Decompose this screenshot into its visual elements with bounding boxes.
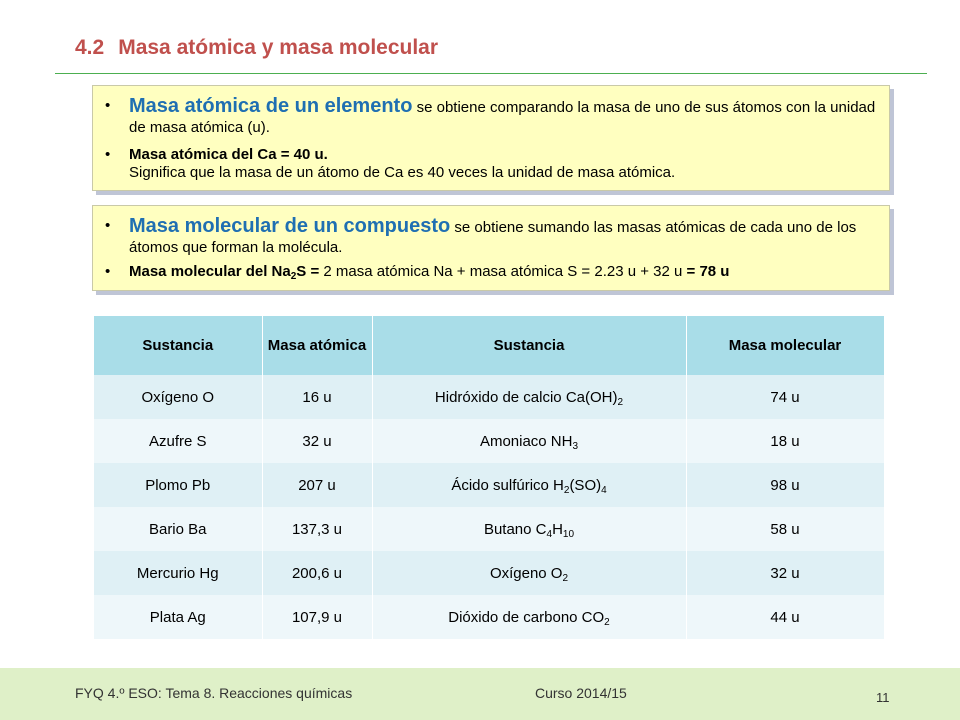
title-text: Masa atómica y masa molecular [118, 36, 439, 59]
molecular-mass-cell: 58 u [686, 507, 884, 551]
compound-cell: Ácido sulfúrico $H_2(SO)_4$ [372, 463, 686, 507]
molecular-mass-cell: 98 u [686, 463, 884, 507]
compound-cell: Oxígeno $O_2$ [372, 551, 686, 595]
atomic-mass-cell: 207 u [262, 463, 372, 507]
atomic-mass-cell: 107,9 u [262, 595, 372, 639]
molecular-example-formula-end: S = [296, 263, 324, 280]
atomic-mass-cell: 137,3 u [262, 507, 372, 551]
compound-cell: Hidróxido de calcio $Ca(OH)_2$ [372, 375, 686, 419]
compound-cell: Dióxido de carbono $CO_2$ [372, 595, 686, 639]
atomic-mass-cell: 32 u [262, 419, 372, 463]
molecular-mass-box [92, 205, 890, 291]
table-row [94, 551, 884, 595]
table-row [94, 507, 884, 551]
table-row [94, 419, 884, 463]
header-substance: Sustancia [94, 316, 262, 375]
atomic-mass-cell: 16 u [262, 375, 372, 419]
slide-title [75, 36, 438, 60]
atomic-mass-explanation: Significa que la masa de un átomo de Ca es 40 veces la unidad de masa atómica. [129, 164, 676, 181]
molecular-example-calculation: 2 masa atómica Na + masa atómica S = 2.23 u + 32 u [323, 263, 687, 280]
molecular-mass-cell: 44 u [686, 595, 884, 639]
title-divider [55, 73, 927, 74]
atomic-mass-cell: 200,6 u [262, 551, 372, 595]
bullet-icon: • [105, 263, 111, 280]
element-cell: Oxígeno O [94, 375, 262, 419]
footer-course: FYQ 4.º ESO: Tema 8. Reacciones químicas [75, 685, 353, 701]
mass-table [94, 316, 885, 639]
table-row [94, 595, 884, 639]
compound-cell: Butano $C_4H_{10}$ [372, 507, 686, 551]
atomic-mass-definition: se obtiene comparando la masa de uno de sus átomos con la unidad de masa atómica (u). [129, 99, 876, 136]
element-cell: Azufre S [94, 419, 262, 463]
element-cell: Plata Ag [94, 595, 262, 639]
bullet-molecular-definition [105, 214, 879, 257]
atomic-mass-example: Masa atómica del Ca = 40 u. [129, 146, 328, 163]
molecular-mass-heading: Masa molecular de un compuesto [129, 215, 451, 237]
atomic-mass-heading: Masa atómica de un elemento [129, 95, 413, 117]
bullet-atomic-example [105, 146, 879, 182]
element-cell: Bario Ba [94, 507, 262, 551]
header-atomic-mass: Masa atómica [262, 316, 372, 375]
footer-year: Curso 2014/15 [535, 685, 627, 701]
atomic-mass-box [92, 85, 890, 191]
table-row [94, 375, 884, 419]
bullet-icon: • [105, 217, 111, 234]
header-molecular-mass: Masa molecular [686, 316, 884, 375]
section-number: 4.2 [75, 36, 105, 59]
bullet-icon: • [105, 146, 111, 163]
molecular-mass-definition: se obtiene sumando las masas atómicas de cada uno de los átomos que forman la molécula. [129, 219, 857, 256]
element-cell: Mercurio Hg [94, 551, 262, 595]
molecular-mass-cell: 32 u [686, 551, 884, 595]
bullet-icon: • [105, 97, 111, 114]
bullet-molecular-example [105, 263, 879, 281]
page-number: 11 [876, 690, 890, 705]
header-substance-2: Sustancia [372, 316, 686, 375]
molecular-mass-cell: 74 u [686, 375, 884, 419]
bullet-atomic-definition [105, 94, 879, 137]
element-cell: Plomo Pb [94, 463, 262, 507]
table-header-row [94, 316, 884, 375]
molecular-mass-cell: 18 u [686, 419, 884, 463]
molecular-example-result: = 78 u [686, 263, 730, 280]
molecular-example-label: Masa molecular del Na [129, 263, 291, 280]
compound-cell: Amoniaco $NH_3$ [372, 419, 686, 463]
table-row [94, 463, 884, 507]
molecular-example-subscript: 2 [290, 271, 297, 282]
